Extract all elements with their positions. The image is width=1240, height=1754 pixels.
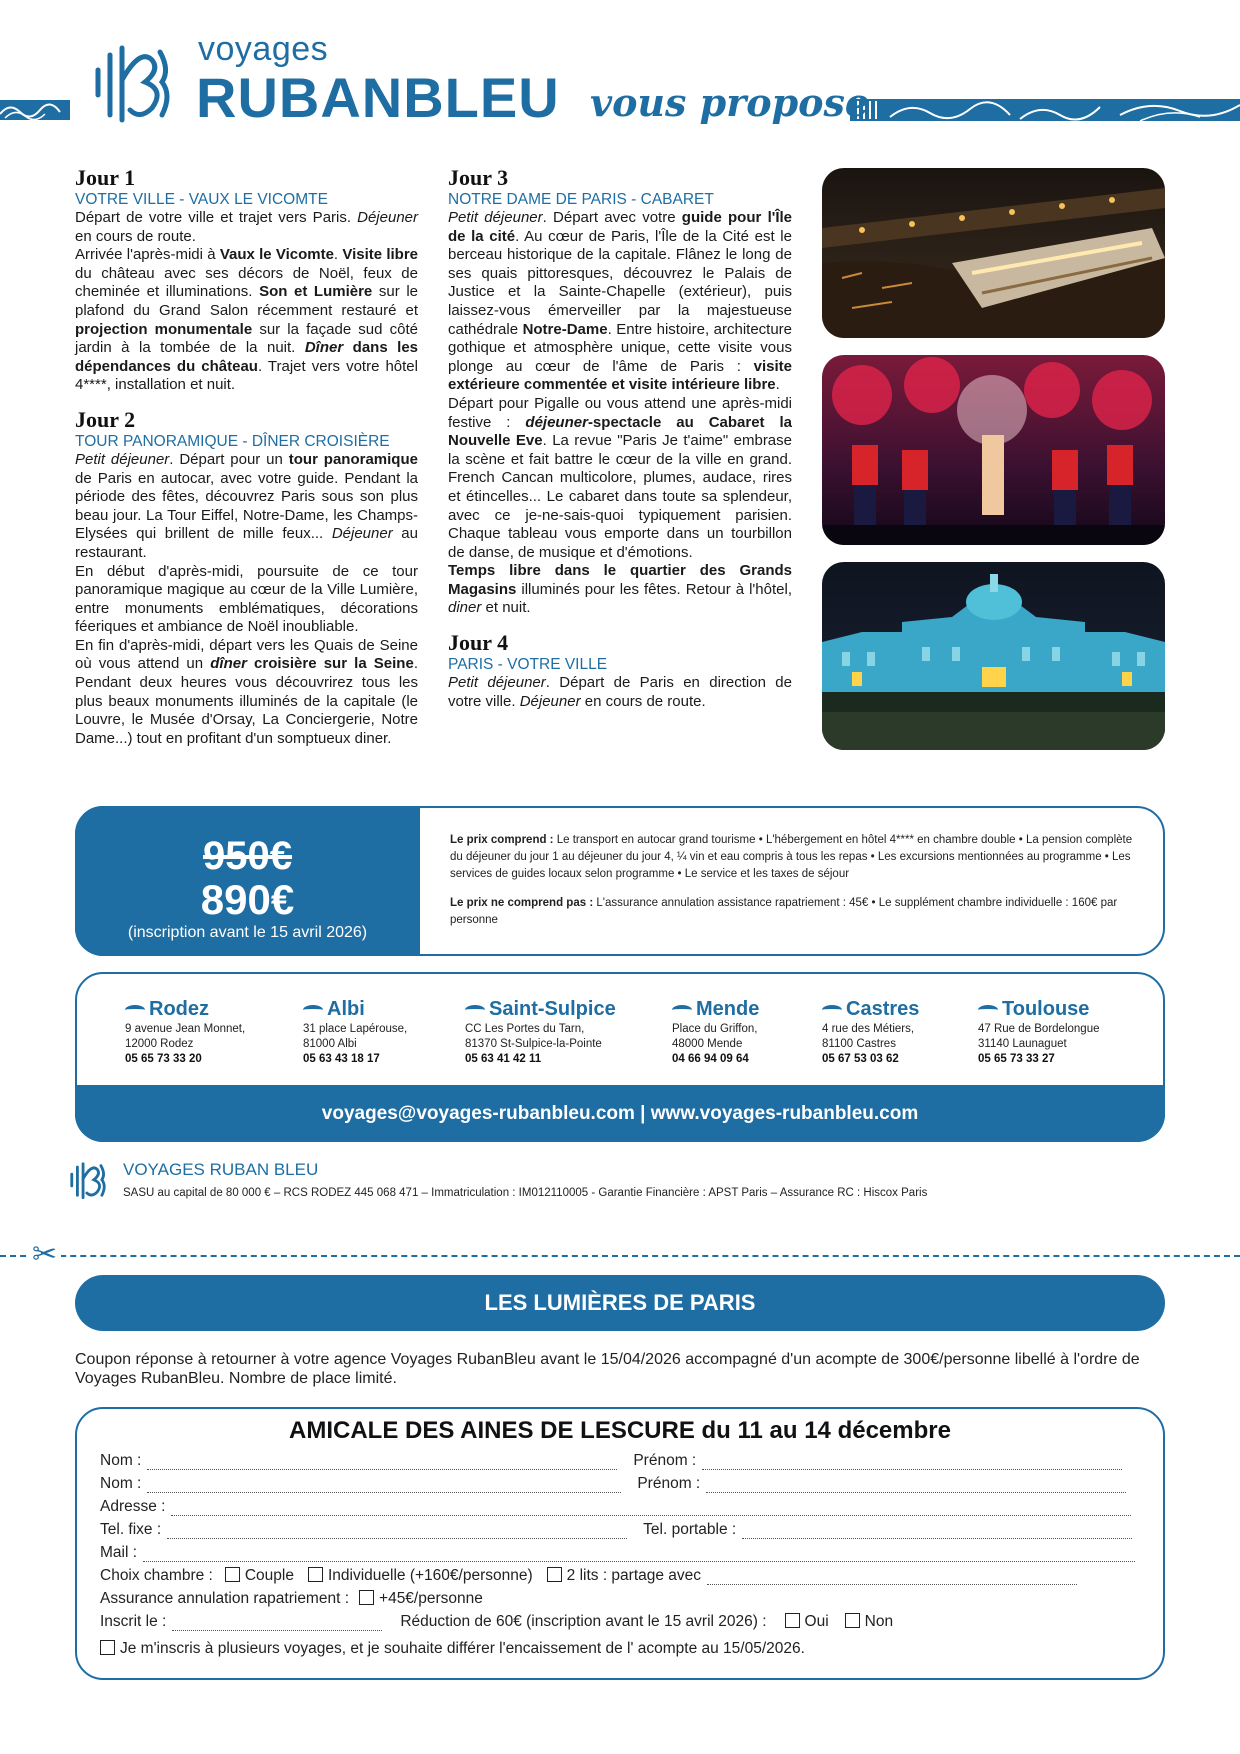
agency-phone[interactable]: 04 66 94 09 64 xyxy=(672,1053,749,1065)
tel-portable-field[interactable] xyxy=(742,1524,1132,1539)
day-2-subtitle: TOUR PANORAMIQUE - DÎNER CROISIÈRE xyxy=(75,432,390,450)
agency-albi xyxy=(303,996,407,1067)
inscrit-date-field[interactable] xyxy=(172,1616,382,1631)
non-checkbox[interactable] xyxy=(845,1613,860,1628)
ribbon-icon xyxy=(303,1005,323,1015)
agency-rodez xyxy=(125,996,245,1067)
day-3-subtitle: NOTRE DAME DE PARIS - CABARET xyxy=(448,191,714,208)
agency-city: Toulouse xyxy=(1002,998,1090,1020)
partage-field[interactable] xyxy=(707,1570,1077,1585)
row-mail xyxy=(100,1544,1135,1562)
agency-phone[interactable]: 05 65 73 33 20 xyxy=(125,1053,202,1065)
prenom-field[interactable] xyxy=(702,1455,1122,1470)
row-adresse xyxy=(100,1498,1131,1516)
day-2-title: Jour 2 xyxy=(75,406,136,432)
day-3-paragraph: Temps libre dans le quartier des Grands Magasins illuminés pour les fêtes. Retour à l'hôtel, diner et nuit. xyxy=(448,562,792,617)
adresse-field[interactable] xyxy=(171,1501,1131,1516)
adresse-label: Adresse : xyxy=(100,1498,166,1515)
agency-address: 81370 St-Sulpice-la-Pointe xyxy=(465,1038,602,1050)
prenom-label: Prénom : xyxy=(637,1475,701,1492)
price-panel xyxy=(75,806,420,956)
price-includes: Le prix comprend : Le transport en autocar grand tourisme • L'hébergement en hôtel 4**** en chambre double • La pension complète du déjeuner du jour 1 au déjeuner du jour 4, ¼ vin et eau compris à tous les repas • Les excursions mentionnées au programme • Les services de guides locaux selon programme • Le service et les taxes de séjour xyxy=(450,834,1133,880)
day-2-paragraph: En début d'après-midi, poursuite de ce tour panoramique magique au cœur de la Ville Lumière, entre monuments emblématiques, décorations féeriques et ambiance de Noël inoubliable. xyxy=(75,562,418,636)
nom-label: Nom : xyxy=(100,1452,142,1469)
couple-checkbox[interactable] xyxy=(225,1567,240,1582)
tel-portable-label: Tel. portable : xyxy=(643,1521,737,1538)
agency-city: Castres xyxy=(846,998,920,1020)
agency-address: 4 rue des Métiers, xyxy=(822,1023,915,1035)
prenom-label: Prénom : xyxy=(633,1452,697,1469)
assurance-label: Assurance annulation rapatriement : xyxy=(100,1590,350,1607)
non-label: Non xyxy=(864,1613,894,1630)
price-note: (inscription avant le 15 avril 2026) xyxy=(127,924,368,941)
day-1 xyxy=(75,165,418,395)
day-4 xyxy=(448,630,792,711)
ribbon-icon xyxy=(465,1005,485,1015)
day-3-title: Jour 3 xyxy=(448,165,509,190)
company-name: VOYAGES RUBAN BLEU xyxy=(123,1160,319,1179)
agency-address: 9 avenue Jean Monnet, xyxy=(125,1023,246,1035)
reduction-label: Réduction de 60€ (inscription avant le 15 avril 2026) : xyxy=(400,1613,767,1630)
ribbon-icon xyxy=(978,1005,998,1015)
agency-castres xyxy=(822,996,919,1067)
day-2-paragraph: En fin d'après-midi, départ vers les Quais de Seine où vous attend un dîner croisière sur la Seine. Pendant deux heures vous découvrirez tous les plus beaux monuments illuminés de la capitale (le Louvre, le Musée d'Orsay, La Conciergerie, Notre Dame...) tout en profitant d'un somptueux diner. xyxy=(75,636,418,747)
day-3-paragraph: Départ pour Pigalle ou vous attend une après-midi festive : déjeuner-spectacle au Cabaret la Nouvelle Eve. La revue "Paris Je t'aime" embrase la scène et fait battre le cœur de la ville en grand. French Cancan multicolore, plumes, audace, rires et étincelles... Le cabaret dans toute sa splendeur, avec ce je-ne-sais-quoi typiquement parisien. Chaque tableau vous emporte dans un tourbillon de danse, de musique et d'émotions. xyxy=(448,394,792,561)
wave-ornament-right xyxy=(850,95,1240,123)
agency-address: 31 place Lapérouse, xyxy=(303,1023,408,1035)
scissors-icon: ✂ xyxy=(28,1240,61,1270)
day-4-subtitle: PARIS - VOTRE VILLE xyxy=(448,656,608,674)
photo-seine-cruise xyxy=(822,168,1165,338)
row-nom-1 xyxy=(100,1452,1122,1470)
agency-phone[interactable]: 05 67 53 03 62 xyxy=(822,1053,899,1065)
tel-fixe-field[interactable] xyxy=(167,1524,627,1539)
day-4-title: Jour 4 xyxy=(448,630,509,656)
coupon-title: LES LUMIÈRES DE PARIS xyxy=(75,1275,1165,1331)
agency-address: 47 Rue de Bordelongue xyxy=(978,1023,1100,1035)
agency-saint-sulpice xyxy=(465,996,616,1067)
agency-address: 81100 Castres xyxy=(822,1038,896,1050)
day-3 xyxy=(448,165,792,618)
agency-address: 81000 Albi xyxy=(303,1038,357,1050)
agency-city: Saint-Sulpice xyxy=(489,998,616,1020)
tagline: vous propose xyxy=(590,80,870,125)
tel-fixe-label: Tel. fixe : xyxy=(100,1521,162,1538)
day-1-paragraph: Arrivée l'après-midi à Vaux le Vicomte. Visite libre du château avec ses décors de Noël, feux de cheminée et illuminations. Son et Lumière sur le plafond du Grand Salon récemment restauré et projection monumentale sur la façade sud côté jardin à la tombée de la nuit. Dîner dans les dépendances du château. Trajet vers votre hôtel 4****, installation et nuit. xyxy=(75,246,419,394)
ribbon-icon xyxy=(672,1005,692,1015)
photo-vaux-le-vicomte xyxy=(822,562,1165,750)
photo-cabaret xyxy=(822,355,1165,545)
oui-label: Oui xyxy=(804,1613,829,1630)
agency-phone[interactable]: 05 65 73 33 27 xyxy=(978,1053,1055,1065)
plusieurs-voyages-checkbox[interactable] xyxy=(100,1640,115,1655)
agency-phone[interactable]: 05 63 41 42 11 xyxy=(465,1053,542,1065)
day-1-subtitle: VOTRE VILLE - VAUX LE VICOMTE xyxy=(75,191,328,208)
individuelle-checkbox[interactable] xyxy=(308,1567,323,1582)
row-chambre xyxy=(100,1567,1077,1585)
plusieurs-voyages-label: Je m'inscris à plusieurs voyages, et je souhaite différer l'encaissement de l' acompte au 15/05/2026. xyxy=(120,1640,805,1657)
agency-address: CC Les Portes du Tarn, xyxy=(465,1023,585,1035)
legal-info: SASU au capital de 80 000 € – RCS RODEZ 445 068 471 – Immatriculation : IM012110005 - Garantie Financière : APST Paris – Assurance RC : Hiscox Paris xyxy=(123,1187,928,1199)
assurance-price: +45€/personne xyxy=(379,1590,483,1607)
oui-checkbox[interactable] xyxy=(785,1613,800,1628)
agency-city: Mende xyxy=(696,998,760,1020)
row-inscrit xyxy=(100,1613,893,1631)
ribbon-icon xyxy=(822,1005,842,1015)
day-1-title: Jour 1 xyxy=(75,165,136,190)
ruban-bleu-logo-small xyxy=(68,1160,108,1200)
choix-chambre-label: Choix chambre : xyxy=(100,1567,213,1584)
brand-rubanbleu: RUBANBLEU xyxy=(196,66,560,129)
cut-line xyxy=(0,1255,1240,1257)
assurance-checkbox[interactable] xyxy=(359,1590,374,1605)
wave-ornament-left xyxy=(0,100,70,120)
contact-bar[interactable]: voyages@voyages-rubanbleu.com | www.voyages-rubanbleu.com xyxy=(75,1085,1165,1142)
agency-address: 48000 Mende xyxy=(672,1038,743,1050)
row-nom-2 xyxy=(100,1475,1126,1493)
price-details xyxy=(450,832,1145,929)
agency-toulouse xyxy=(978,996,1100,1067)
day-1-paragraph: Départ de votre ville et trajet vers Paris. Déjeuner en cours de route. xyxy=(75,209,418,245)
brand-voyages: voyages xyxy=(198,30,329,68)
inscrit-label: Inscrit le : xyxy=(100,1613,167,1630)
day-2 xyxy=(75,407,418,749)
deux-lits-label: 2 lits : partage avec xyxy=(566,1567,702,1584)
agency-city: Rodez xyxy=(149,998,209,1020)
prenom-field[interactable] xyxy=(706,1478,1126,1493)
nom-field[interactable] xyxy=(147,1478,621,1493)
mail-label: Mail : xyxy=(100,1544,138,1561)
price-excludes: Le prix ne comprend pas : L'assurance annulation assistance rapatriement : 45€ • Le supplément chambre individuelle : 160€ par personne xyxy=(450,897,1118,926)
day-2-paragraph: Petit déjeuner. Départ pour un tour panoramique de Paris en autocar, avec votre guide. Pendant la période des fêtes, découvrez Paris sous son plus beau jour. La Tour Eiffel, Notre-Dame, les Champs-Elysées qui brillent de mille feux... Déjeuner au restaurant. xyxy=(75,450,418,561)
itinerary-column-1 xyxy=(75,165,418,760)
ruban-bleu-logo xyxy=(90,40,175,125)
agency-address: 12000 Rodez xyxy=(125,1038,194,1050)
row-tel xyxy=(100,1521,1132,1539)
nom-label: Nom : xyxy=(100,1475,142,1492)
agency-city: Albi xyxy=(327,998,365,1020)
individuelle-label: Individuelle (+160€/personne) xyxy=(327,1567,533,1584)
day-3-paragraph: Petit déjeuner. Départ avec votre guide pour l'Île de la cité. Au cœur de Paris, l'Île de la Cité est le berceau historique de la capitale. Flânez le long de ses quais pittoresques, découvrez le Palais de Justice et la Sainte-Chapelle (extérieur), puis laissez-vous émerveiller par la majestueuse cathédrale Notre-Dame. Entre histoire, architecture gothique et atmosphère unique, cette visite vous plonge au cœur de l'âme de Paris : visite extérieure commentée et visite intérieure libre. xyxy=(448,209,793,394)
day-4-paragraph: Petit déjeuner. Départ de Paris en direction de votre ville. Déjeuner en cours de route. xyxy=(448,674,792,710)
form-title: AMICALE DES AINES DE LESCURE du 11 au 14 décembre xyxy=(289,1417,951,1444)
itinerary-column-2 xyxy=(448,165,792,723)
row-assurance xyxy=(100,1590,483,1608)
deux-lits-checkbox[interactable] xyxy=(547,1567,562,1582)
new-price: 890€ xyxy=(200,876,295,923)
coupon-instructions: Coupon réponse à retourner à votre agence Voyages RubanBleu avant le 15/04/2026 accompagné d'un acompte de 300€/personne libellé à l'ordre de Voyages RubanBleu. Nombre de place limité. xyxy=(75,1351,1140,1387)
mail-field[interactable] xyxy=(143,1547,1135,1562)
couple-label: Couple xyxy=(244,1567,294,1584)
agency-mende xyxy=(672,996,759,1067)
old-price: 950€ xyxy=(203,834,292,878)
agency-address: Place du Griffon, xyxy=(672,1023,758,1035)
agency-address: 31140 Launaguet xyxy=(978,1038,1067,1050)
nom-field[interactable] xyxy=(147,1455,617,1470)
agency-phone[interactable]: 05 63 43 18 17 xyxy=(303,1053,380,1065)
row-plusieurs xyxy=(100,1640,805,1658)
ribbon-icon xyxy=(125,1005,145,1015)
